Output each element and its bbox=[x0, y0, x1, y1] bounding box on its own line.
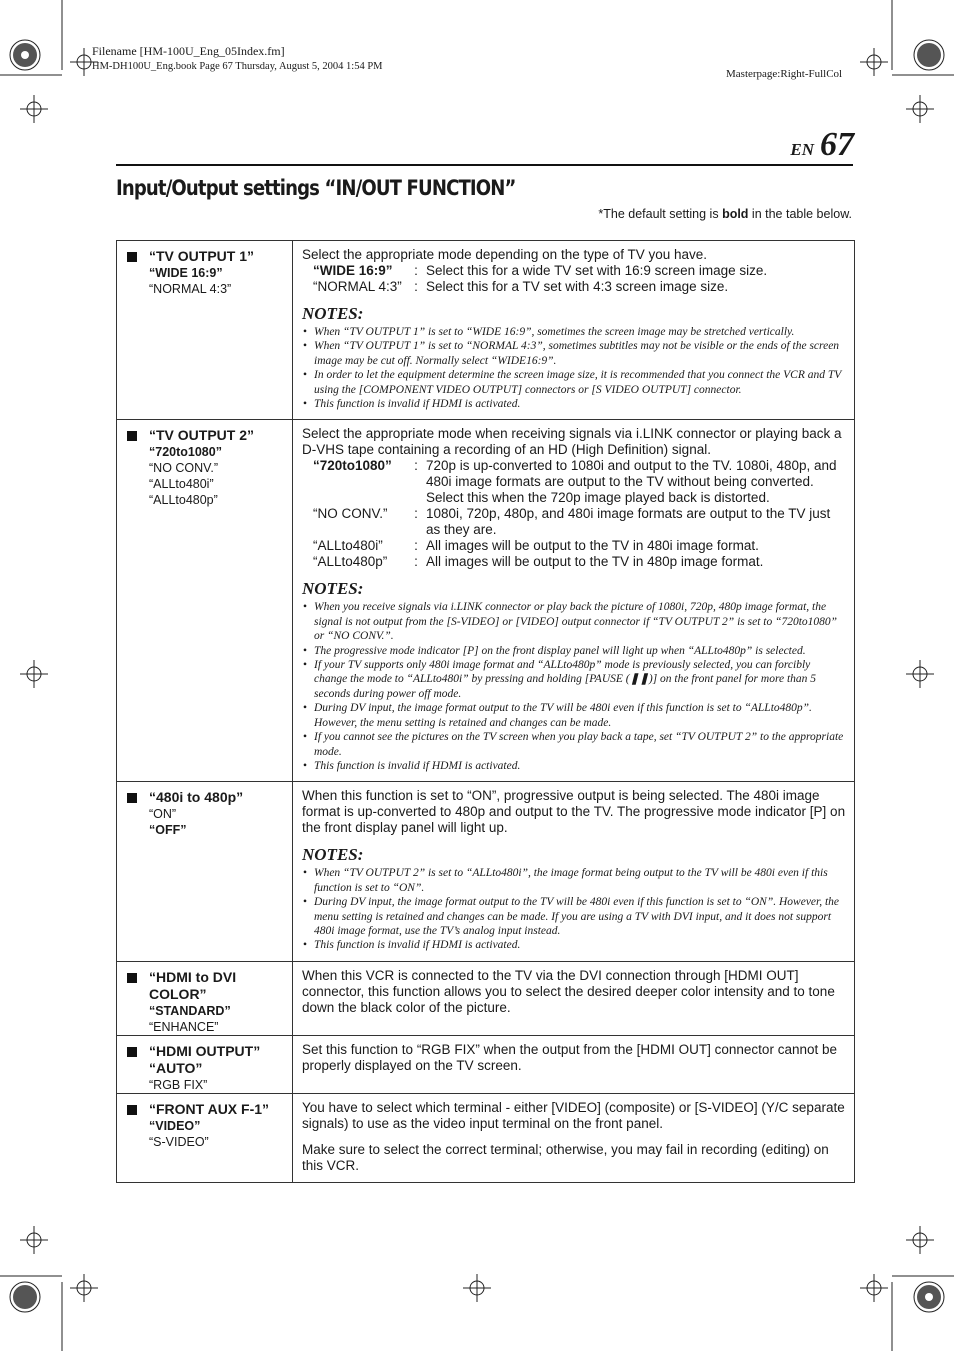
notes-list bbox=[302, 866, 846, 952]
setting-option: “STANDARD” bbox=[149, 1003, 231, 1018]
registration-target-icon bbox=[912, 38, 946, 72]
setting-option: “S-VIDEO” bbox=[149, 1134, 209, 1149]
setting-option: “NORMAL 4:3” bbox=[149, 282, 232, 296]
registration-target-icon bbox=[912, 1280, 946, 1314]
setting-description-cell bbox=[293, 241, 855, 420]
mode-name: “NO CONV.” bbox=[313, 506, 388, 522]
mode-list bbox=[302, 263, 846, 295]
setting-description: Select the appropriate mode when receiving signals via i.LINK connector or playing back a D-VHS tape containing a recording of an HD (High Definition) signal. bbox=[302, 426, 842, 458]
page-language: EN bbox=[790, 140, 814, 159]
crosshair-icon bbox=[860, 1274, 888, 1302]
setting-row bbox=[117, 1035, 855, 1093]
setting-row bbox=[117, 961, 855, 1035]
mode-item bbox=[302, 263, 846, 279]
setting-description-cell bbox=[293, 1093, 855, 1182]
setting-row bbox=[117, 782, 855, 961]
crosshair-icon bbox=[20, 1226, 48, 1254]
mode-name: “ALLto480i” bbox=[313, 538, 383, 554]
setting-row bbox=[117, 241, 855, 420]
setting-heading bbox=[127, 969, 286, 1003]
setting-description: Set this function to “RGB FIX” when the output from the [HDMI OUT] connector cannot be properly displayed on the TV screen. bbox=[302, 1041, 837, 1073]
mode-name: “NORMAL 4:3” bbox=[313, 279, 402, 294]
notes-heading: NOTES: bbox=[302, 579, 364, 599]
mode-separator: : bbox=[414, 554, 418, 570]
setting-description-cell bbox=[293, 420, 855, 782]
settings-table bbox=[116, 240, 855, 1183]
note-item: • When you receive signals via i.LINK connector or play back the picture of 1080i, 720p, 480p image format, the signal is not output from the [S-VIDEO] or [VIDEO] output connector if “TV OUTPUT 2” is set to “720to1080” or “NO CONV.”. bbox=[302, 600, 846, 643]
setting-heading bbox=[127, 1101, 286, 1118]
mode-item bbox=[302, 538, 846, 554]
crosshair-icon bbox=[906, 95, 934, 123]
setting-heading bbox=[127, 789, 286, 806]
mode-name: “WIDE 16:9” bbox=[313, 263, 393, 278]
setting-description-extra: Make sure to select the correct terminal; otherwise, you may fail in recording (editing) on this VCR. bbox=[302, 1141, 829, 1173]
crosshair-icon bbox=[70, 1274, 98, 1302]
page-number bbox=[790, 126, 854, 164]
setting-option: “AUTO” bbox=[149, 1059, 203, 1076]
square-bullet-icon bbox=[127, 431, 137, 441]
note-item: • This function is invalid if HDMI is activated. bbox=[302, 938, 846, 952]
square-bullet-icon bbox=[127, 1047, 137, 1057]
setting-heading-text: “HDMI OUTPUT” bbox=[149, 1042, 261, 1059]
note-item: • When “TV OUTPUT 2” is set to “ALLto480i”, the image format being output to the TV will be 480i even if this function is set to “ON”. bbox=[302, 866, 846, 895]
mode-separator: : bbox=[414, 263, 418, 278]
notes-heading: NOTES: bbox=[302, 845, 364, 865]
mode-item bbox=[302, 279, 846, 295]
mode-separator: : bbox=[414, 458, 418, 474]
registration-target-icon bbox=[8, 1280, 42, 1314]
setting-options-cell bbox=[117, 420, 293, 782]
setting-description: When this VCR is connected to the TV via the DVI connection through [HDMI OUT] connector, this function allows you to select the desired deeper color intensity and to tone down the black color of the picture. bbox=[302, 967, 835, 1015]
square-bullet-icon bbox=[127, 252, 137, 262]
setting-description: You have to select which terminal - either [VIDEO] (composite) or [S-VIDEO] (Y/C separate signals) to use as the video input terminal on the front panel. bbox=[302, 1099, 845, 1131]
setting-option: “VIDEO” bbox=[149, 1118, 201, 1133]
mode-separator: : bbox=[414, 279, 418, 294]
note-item: • This function is invalid if HDMI is activated. bbox=[302, 759, 846, 773]
note-item: • During DV input, the image format output to the TV will be 480i even if this function is set to “ALLto480p”. However, the menu setting is retained and changes can be made. bbox=[302, 701, 846, 730]
setting-options-cell bbox=[117, 782, 293, 961]
setting-option: “ALLto480i” bbox=[149, 477, 214, 492]
setting-option: “RGB FIX” bbox=[149, 1077, 208, 1092]
page-title: Input/Output settings “IN/OUT FUNCTION” bbox=[116, 176, 516, 200]
mode-description: 1080i, 720p, 480p, and 480i image formats are output to the TV just as they are. bbox=[426, 506, 831, 538]
crosshair-icon bbox=[20, 660, 48, 688]
mode-description: All images will be output to the TV in 480p image format. bbox=[426, 554, 764, 570]
crosshair-icon bbox=[906, 1226, 934, 1254]
setting-heading bbox=[127, 248, 286, 265]
notes-heading: NOTES: bbox=[302, 304, 364, 323]
mode-item bbox=[302, 506, 846, 538]
note-item: • If your TV supports only 480i image format and “ALLto480p” mode is previously selected, you can forcibly change the mode to “ALLto480i” by pressing and holding [PAUSE (❚❚)] on the front panel for more than 5 seconds during power off mode. bbox=[302, 658, 846, 701]
note-item: • The progressive mode indicator [P] on the front display panel will light up when “ALLto480p” is selected. bbox=[302, 644, 846, 658]
note-item: • If you cannot see the pictures on the TV screen when you play back a tape, set “TV OUTPUT 2” to the appropriate mode. bbox=[302, 730, 846, 759]
setting-description-cell bbox=[293, 782, 855, 961]
setting-option: “ON” bbox=[149, 807, 177, 822]
mode-item bbox=[302, 458, 846, 506]
file-info bbox=[92, 44, 383, 74]
setting-description: When this function is set to “ON”, progressive output is being selected. The 480i image format is up-converted to 480p and output to the TV. The progressive mode indicator [P] on the front display panel will light up. bbox=[302, 788, 846, 836]
notes-list bbox=[302, 600, 846, 773]
crosshair-icon bbox=[463, 1274, 491, 1302]
mode-item bbox=[302, 554, 846, 570]
mode-separator: : bbox=[414, 506, 418, 522]
crosshair-icon bbox=[906, 660, 934, 688]
note-item: • When “TV OUTPUT 1” is set to “NORMAL 4:3”, sometimes subtitles may not be visible or the ends of the screen image may be cut off. Normally select “WIDE16:9”. bbox=[302, 339, 846, 368]
setting-heading-text: “HDMI to DVI COLOR” bbox=[149, 968, 237, 1002]
setting-options-cell bbox=[117, 1093, 293, 1182]
setting-heading-text: “TV OUTPUT 1” bbox=[149, 248, 255, 264]
setting-option: “WIDE 16:9” bbox=[149, 266, 223, 280]
page-number-value: 67 bbox=[820, 126, 854, 163]
setting-heading-text: “TV OUTPUT 2” bbox=[149, 427, 255, 444]
square-bullet-icon bbox=[127, 793, 137, 803]
book-line: HM-DH100U_Eng.book Page 67 Thursday, August 5, 2004 1:54 PM bbox=[92, 61, 383, 72]
setting-heading-text: “FRONT AUX F-1” bbox=[149, 1100, 270, 1117]
setting-options-cell bbox=[117, 961, 293, 1035]
setting-option: “720to1080” bbox=[149, 445, 222, 460]
note-item: • During DV input, the image format output to the TV will be 480i even if this function is set to “ON”. However, the menu setting is retained and changes can be made. If you are using a TV with DVI input, and it does not support 480i image format, use the TV’s analog input instead. bbox=[302, 895, 846, 938]
setting-description-cell bbox=[293, 961, 855, 1035]
mode-description: All images will be output to the TV in 480i image format. bbox=[426, 538, 759, 554]
note-item: • In order to let the equipment determine the screen image size, it is recommended that you connect the VCR and TV using the [COMPONENT VIDEO OUTPUT] connectors or [S VIDEO OUTPUT] connector. bbox=[302, 368, 846, 397]
mode-description: Select this for a TV set with 4:3 screen image size. bbox=[426, 279, 729, 294]
mode-description: 720p is up-converted to 1080i and output to the TV. 1080i, 480p, and 480i image formats are output to the TV without being converted. Select this when the 720p image played back is distorted. bbox=[426, 458, 837, 506]
setting-option: “ENHANCE” bbox=[149, 1019, 219, 1034]
setting-heading bbox=[127, 1043, 286, 1060]
square-bullet-icon bbox=[127, 973, 137, 983]
setting-heading bbox=[127, 427, 286, 444]
setting-description: Select the appropriate mode depending on the type of TV you have. bbox=[302, 247, 708, 262]
crosshair-icon bbox=[860, 48, 888, 76]
mode-list bbox=[302, 458, 846, 570]
note-item: • When “TV OUTPUT 1” is set to “WIDE 16:9”, sometimes the screen image may be stretched vertically. bbox=[302, 325, 846, 339]
setting-row bbox=[117, 420, 855, 782]
mode-name: “720to1080” bbox=[313, 458, 392, 474]
masterpage-label: Masterpage:Right-FullCol bbox=[726, 68, 843, 80]
setting-options-cell bbox=[117, 241, 293, 420]
mode-separator: : bbox=[414, 538, 418, 554]
setting-description-cell bbox=[293, 1035, 855, 1093]
note-item: • This function is invalid if HDMI is activated. bbox=[302, 397, 846, 411]
setting-option: “NO CONV.” bbox=[149, 461, 218, 476]
setting-heading-text: “480i to 480p” bbox=[149, 789, 244, 806]
setting-option: “ALLto480p” bbox=[149, 493, 218, 508]
mode-description: Select this for a wide TV set with 16:9 screen image size. bbox=[426, 263, 768, 278]
setting-row bbox=[117, 1093, 855, 1182]
notes-list bbox=[302, 325, 846, 411]
filename-line: Filename [HM-100U_Eng_05Index.fm] bbox=[92, 44, 285, 58]
crosshair-icon bbox=[20, 95, 48, 123]
header-divider bbox=[116, 164, 853, 166]
mode-name: “ALLto480p” bbox=[313, 554, 388, 570]
default-setting-note: *The default setting is bold in the table below. bbox=[598, 207, 852, 221]
setting-options-cell bbox=[117, 1035, 293, 1093]
square-bullet-icon bbox=[127, 1105, 137, 1115]
setting-option: “OFF” bbox=[149, 823, 187, 838]
registration-target-icon bbox=[8, 38, 42, 72]
